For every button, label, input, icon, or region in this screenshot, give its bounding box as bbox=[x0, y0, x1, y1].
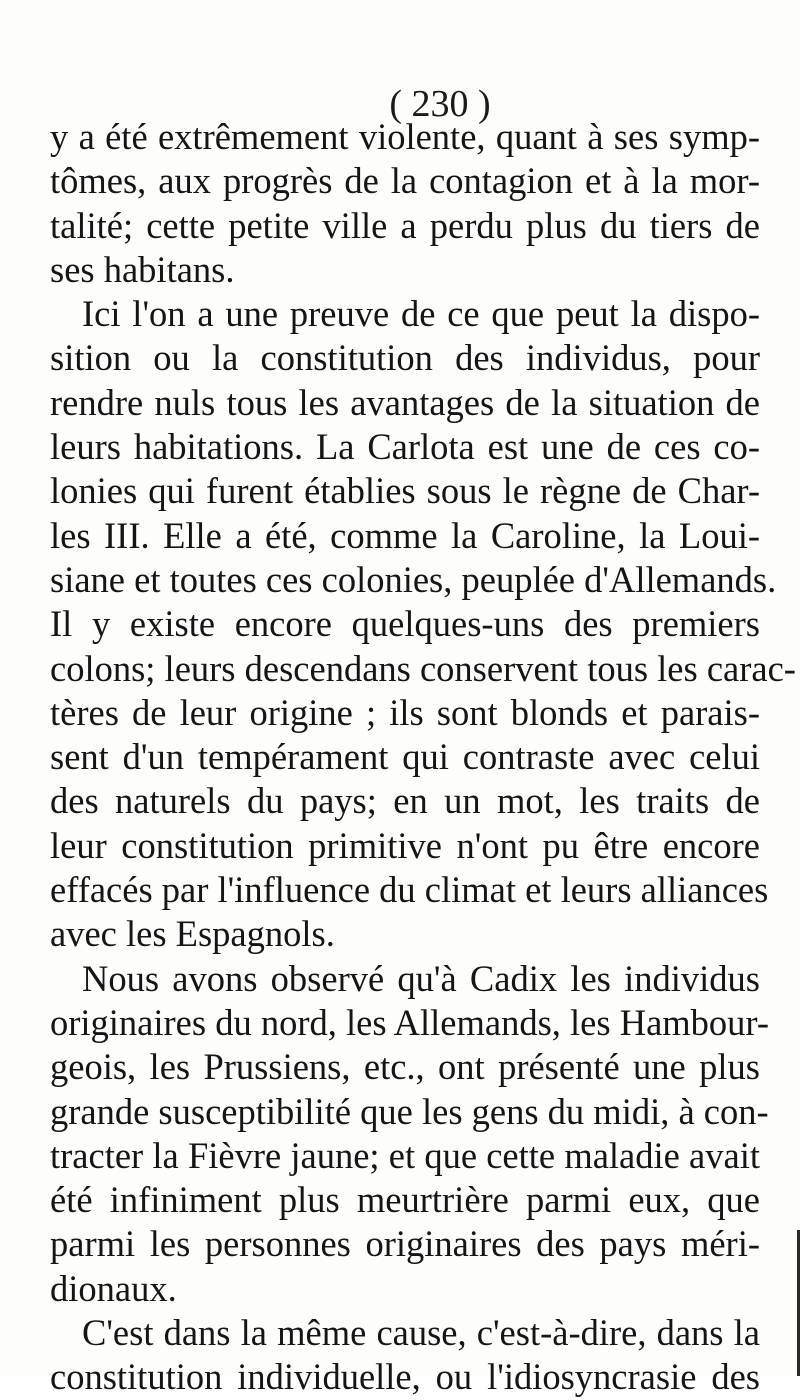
text-line: y a été extrêmement violente, quant à ses symp- bbox=[50, 116, 760, 157]
text-line: grande susceptibilité que les gens du midi, à con- bbox=[50, 1090, 769, 1132]
text-line: geois, les Prussiens, etc., ont présenté une plus bbox=[50, 1046, 760, 1088]
text-line: talité; cette petite ville a perdu plus du tiers de bbox=[50, 204, 760, 246]
text-line: siane et toutes ces colonies, peuplée d'Allemands. bbox=[50, 558, 777, 600]
paragraph bbox=[50, 292, 796, 956]
text-line: leur constitution primitive n'ont pu être encore bbox=[50, 824, 760, 866]
text-line: les III. Elle a été, comme la Caroline, la Loui- bbox=[50, 514, 760, 556]
text-line: constitution individuelle, ou l'idiosyncrasie des bbox=[50, 1356, 760, 1398]
page-number: ( 230 ) bbox=[389, 83, 491, 125]
paragraph bbox=[50, 1311, 760, 1400]
paragraph bbox=[50, 115, 760, 292]
text-line: C'est dans la même cause, c'est-à-dire, dans la bbox=[82, 1312, 760, 1354]
text-line: tômes, aux progrès de la contagion et à la mor- bbox=[50, 160, 760, 202]
text-line: Nous avons observé qu'à Cadix les individus bbox=[82, 957, 760, 999]
text-line: Ici l'on a une preuve de ce que peut la dispo- bbox=[82, 293, 760, 335]
text-line: tères de leur origine ; ils sont blonds et parais- bbox=[50, 691, 760, 733]
text-line: sent d'un tempérament qui contraste avec celui bbox=[50, 736, 760, 778]
text-line: tracter la Fièvre jaune; et que cette maladie avait bbox=[50, 1134, 760, 1176]
text-line: originaires du nord, les Allemands, les Hambour- bbox=[50, 1001, 769, 1043]
text-line: été infiniment plus meurtrière parmi eux, que bbox=[50, 1179, 760, 1221]
paragraph bbox=[50, 957, 769, 1311]
text-line: avec les Espagnols. bbox=[50, 913, 335, 955]
text-line: effacés par l'influence du climat et leurs alliances bbox=[50, 869, 769, 911]
text-line: sition ou la constitution des individus, pour bbox=[50, 337, 760, 379]
text-line: Il y existe encore quelques-uns des premiers bbox=[50, 603, 760, 645]
text-line: leurs habitations. La Carlota est une de ces co- bbox=[50, 426, 760, 468]
text-line: dionaux. bbox=[50, 1267, 177, 1309]
text-line: parmi les personnes originaires des pays méri- bbox=[50, 1223, 760, 1265]
text-line: lonies qui furent établies sous le règne de Char- bbox=[50, 470, 760, 512]
text-line: des naturels du pays; en un mot, les traits de bbox=[50, 780, 760, 822]
text-line: ses habitans. bbox=[50, 248, 235, 290]
body-text bbox=[50, 115, 796, 1400]
text-line: colons; leurs descendans conservent tous les carac- bbox=[50, 647, 796, 689]
text-line: rendre nuls tous les avantages de la situation de bbox=[50, 381, 760, 423]
